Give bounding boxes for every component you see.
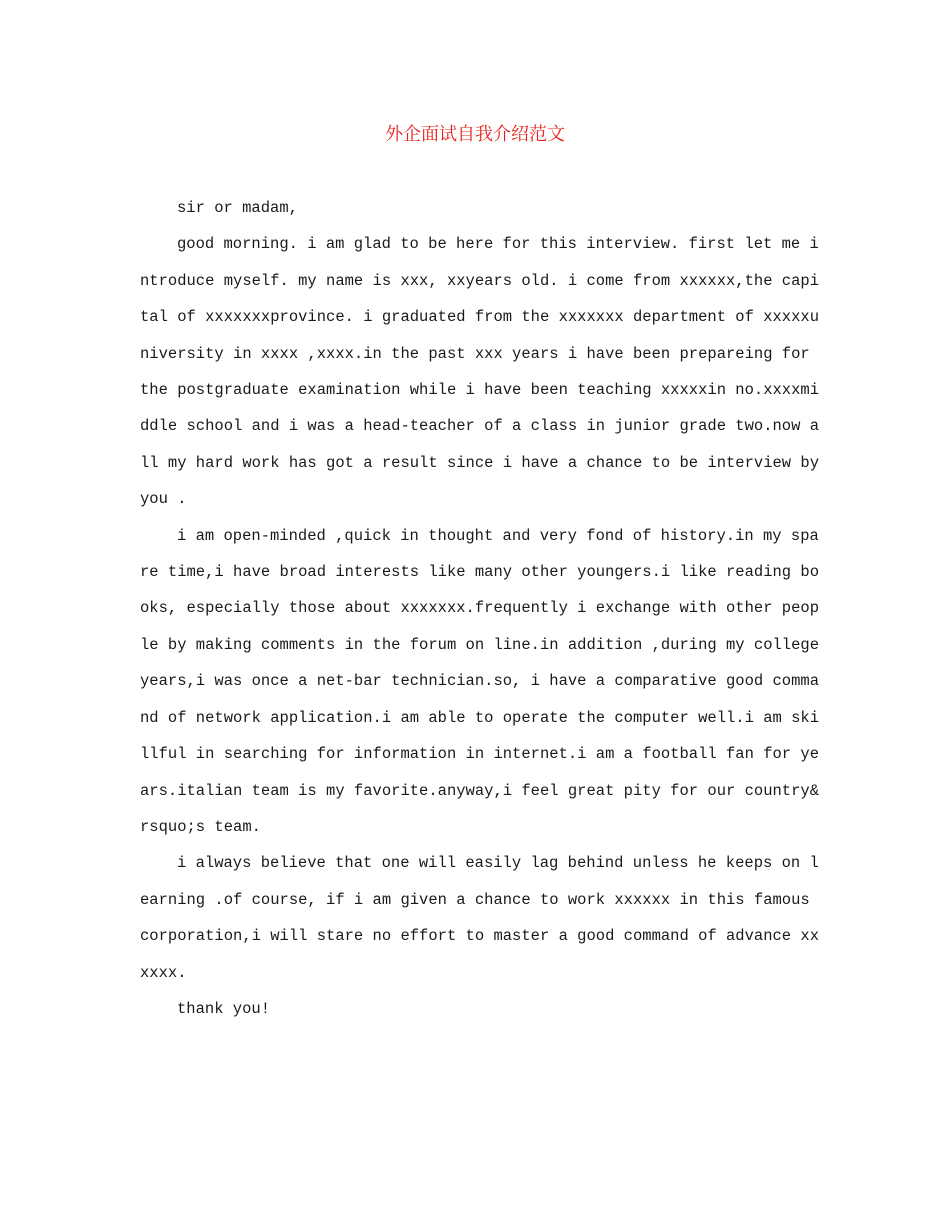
paragraph-salutation: sir or madam, (177, 199, 298, 217)
document-title: 外企面试自我介绍范文 (385, 124, 565, 145)
paragraph-closing: i always believe that one will easily lag behind unless he keeps on learning .of course, if i am given a chance to work xxxxxx in this famous corporation,i will stare no effort to master a good command of advance xxxxxx. (140, 854, 820, 982)
paragraph-introduction: good morning. i am glad to be here for this interview. first let me introduce myself. my name is xxx, xxyears old. i come from xxxxxx,the capital of xxxxxxxprovince. i graduated from the xxxxxxx department of xxxxxuniversity in xxxx ,xxxx.in the past xxx years i have been prepareing for the postgraduate examination while i have been teaching xxxxxin no.xxxxmiddle school and i was a head-teacher of a class in junior grade two.now all my hard work has got a result since i have a chance to be interview by you . (140, 235, 820, 509)
paragraph-thanks: thank you! (177, 999, 271, 1018)
document-body (140, 190, 820, 1027)
paragraph-interests: i am open-minded ,quick in thought and very fond of history.in my spare time,i have broad interests like many other youngers.i like reading books, especially those about xxxxxxx.frequently i exchange with other people by making comments in the forum on line.in addition ,during my college years,i was once a net-bar technician.so, i have a comparative good command of network application.i am able to operate the computer well.i am skillful in searching for information in internet.i am a football fan for years.italian team is my favorite.anyway,i feel great pity for our country&rsquo;s team. (140, 526, 820, 836)
